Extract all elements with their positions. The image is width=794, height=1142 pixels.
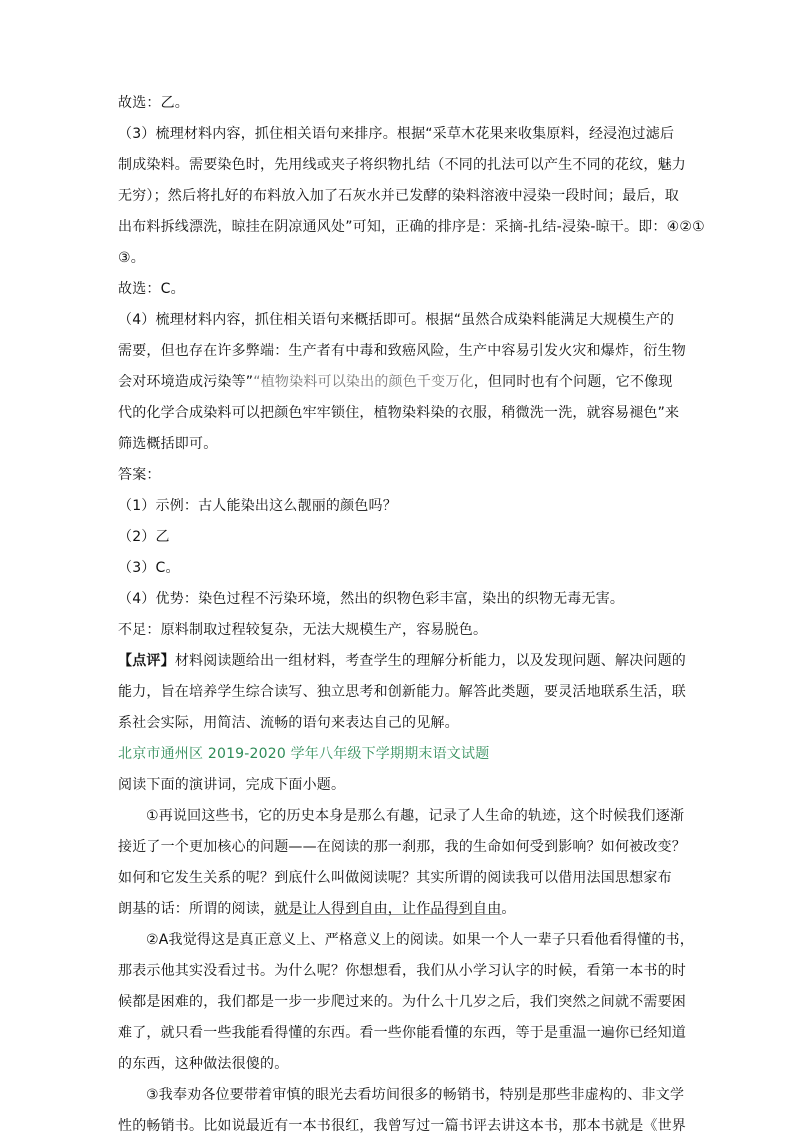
- answer-item: 不足：原料制取过程较复杂，无法大规模生产，容易脱色。: [118, 622, 488, 638]
- passage-line: 候都是困难的，我们都是一步一步爬过来的。为什么十几岁之后，我们突然之间就不需要困: [118, 994, 686, 1010]
- passage-line: ③我奉劝各位要带着审慎的眼光去看坊间很多的畅销书，特别是那些非虚构的、非文学: [146, 1087, 685, 1103]
- comment-label: 【点评】: [118, 653, 175, 669]
- passage-line: 那表示他其实没看过书。为什么呢？你想想看，我们从小学习认字的时候，看第一本书的时: [118, 963, 686, 979]
- passage-line: ①再说回这些书，它的历史本身是那么有趣，记录了人生命的轨迹，这个时候我们逐渐: [146, 808, 685, 824]
- text-span: 材料阅读题给出一组材料，考查学生的理解分析能力，以及发现问题、解决问题的: [174, 653, 687, 669]
- paragraph-line: （3）梳理材料内容，抓住相关语句来排序。根据“采草木花果来收集原料，经浸泡过滤后: [118, 126, 675, 142]
- paragraph-line: 筛选概括即可。: [118, 436, 218, 452]
- answer-item: （4）优势：染色过程不污染环境，然出的织物色彩丰富，染出的织物无毒无害。: [118, 591, 625, 607]
- underlined-text: 就是让人得到自由，让作品得到自由: [274, 901, 502, 917]
- answer-line: 故选：乙。: [118, 95, 189, 111]
- text-span: 会对环境造成污染等”: [118, 374, 254, 390]
- paragraph-line: 代的化学合成染料可以把颜色牢牢锁住，植物染料染的衣服，稍微洗一洗，就容易褪色”来: [118, 405, 680, 421]
- passage-line: 的东西，这种做法很傻的。: [118, 1056, 289, 1072]
- paragraph-line: 出布料拆线漂洗，晾挂在阴凉通风处”可知，正确的排序是：采摘-扎结-浸染-晾干。即：④②①: [118, 219, 705, 235]
- text-span: 朗基的话：所谓的阅读，: [118, 901, 275, 917]
- instruction-line: 阅读下面的演讲词，完成下面小题。: [118, 777, 346, 793]
- answer-item: （3）C。: [118, 560, 180, 576]
- grey-quote: “植物染料可以染出的颜色千变万化: [253, 374, 474, 390]
- paragraph-line: （4）梳理材料内容，抓住相关语句来概括即可。根据“虽然合成染料能满足大规模生产的: [118, 312, 675, 328]
- paragraph-line: 需要，但也存在许多弊端：生产者有中毒和致癌风险，生产中容易引发火灾和爆炸，衍生物: [118, 343, 686, 359]
- paragraph-line: ③。: [118, 250, 145, 266]
- answer-item: （2）乙: [118, 529, 170, 545]
- answer-item: （1）示例：古人能染出这么靓丽的颜色吗？: [118, 498, 397, 514]
- passage-line: ②A我觉得这是真正意义上、严格意义上的阅读。如果一个人一辈子只看他看得懂的书，: [146, 932, 694, 948]
- passage-line: [118, 894, 680, 925]
- passage-line: 如何和它发生关系的呢？到底什么叫做阅读呢？其实所谓的阅读我可以借用法国思想家布: [118, 870, 672, 886]
- source-link[interactable]: 北京市通州区 2019-2020 学年八年级下学期期末语文试题: [118, 746, 490, 762]
- paragraph-line: 制成染料。需要染色时，先用线或夹子将织物扎结（不同的扎法可以产生不同的花纹，魅力: [118, 157, 686, 173]
- passage-line: 接近了一个更加核心的问题——在阅读的那一刹那，我的生命如何受到影响？如何被改变？: [118, 839, 686, 855]
- answer-line: 故选：C。: [118, 281, 185, 297]
- paragraph-line: 无穷）；然后将扎好的布料放入加了石灰水并已发酵的染料溶液中浸染一段时间；最后，取: [118, 188, 679, 204]
- paragraph-line: 能力，旨在培养学生综合读写、独立思考和创新能力。解答此类题，要灵活地联系生活，联: [118, 684, 686, 700]
- paragraph-line: [118, 367, 680, 398]
- paragraph-line: 系社会实际，用简洁、流畅的语句来表达自己的见解。: [118, 715, 459, 731]
- passage-line: 难了，就只看一些我能看得懂的东西。看一些你能看懂的东西，等于是重温一遍你已经知道: [118, 1025, 686, 1041]
- answer-heading: 答案：: [118, 467, 161, 483]
- comment-line: [118, 646, 687, 677]
- passage-line: 性的畅销书。比如说最近有一本书很红，我曾写过一篇书评去讲这本书，那本书就是《世界: [118, 1118, 686, 1134]
- text-span: ，但同时也有个问题，它不像现: [473, 374, 673, 390]
- document-page: [118, 88, 705, 1142]
- text-span: 。: [501, 901, 516, 917]
